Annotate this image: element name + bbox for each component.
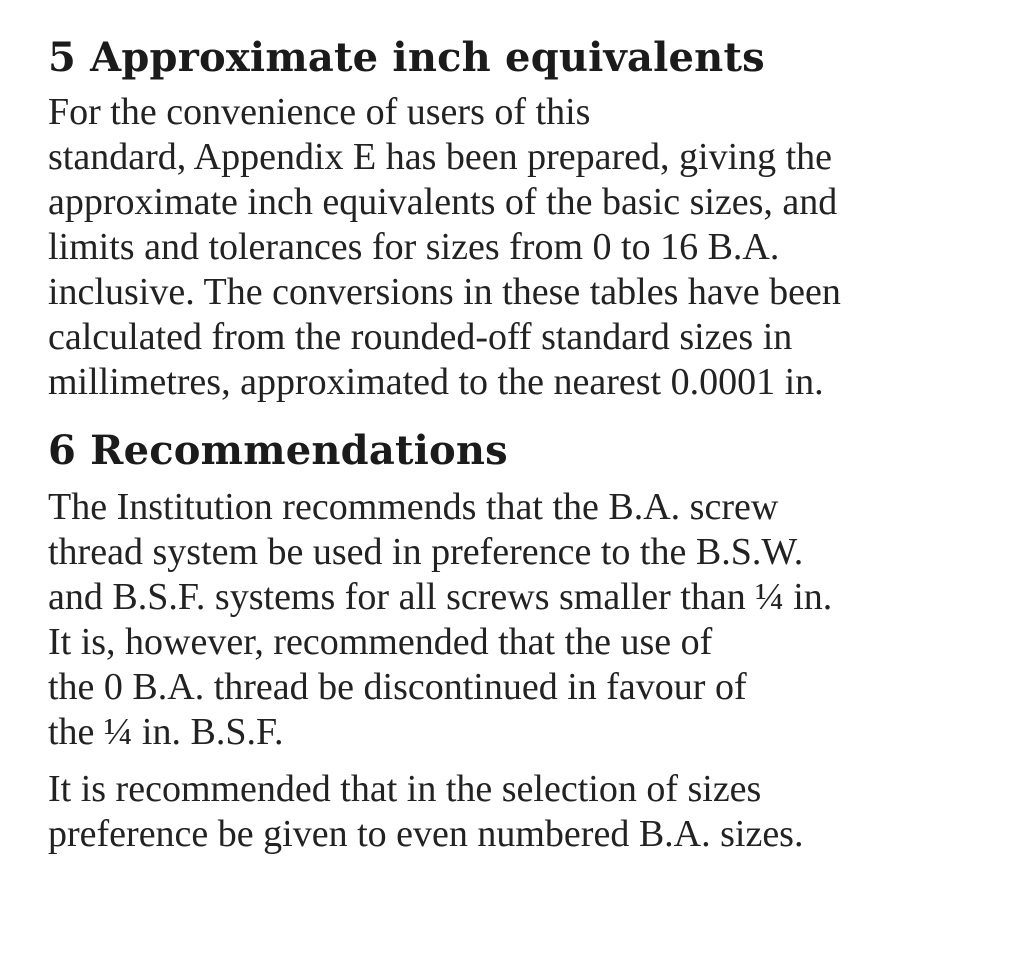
- text-line: calculated from the rounded-off standard sizes in: [48, 316, 793, 358]
- text-line: approximate inch equivalents of the basic sizes, and: [48, 181, 838, 223]
- text-line: preference be given to even numbered B.A. sizes.: [48, 813, 804, 855]
- section-5-heading: 5 Approximate inch equivalents: [48, 34, 765, 81]
- text-line: It is recommended that in the selection of sizes: [48, 768, 762, 810]
- text-line: It is, however, recommended that the use of: [48, 621, 713, 663]
- section-6-paragraph-1: [48, 485, 988, 755]
- text-line: and B.S.F. systems for all screws smaller than ¼ in.: [48, 576, 833, 618]
- text-line: millimetres, approximated to the nearest 0.0001 in.: [48, 361, 824, 403]
- text-line: For the convenience of users of this: [48, 91, 591, 133]
- text-line: inclusive. The conversions in these tables have been: [48, 271, 841, 313]
- text-line: the ¼ in. B.S.F.: [48, 711, 284, 753]
- text-line: The Institution recommends that the B.A. screw: [48, 486, 779, 528]
- section-6-body: [48, 485, 988, 857]
- section-5-paragraph: [48, 90, 988, 405]
- section-6-heading: 6 Recommendations: [48, 427, 508, 474]
- section-5-body: [48, 90, 988, 405]
- text-line: thread system be used in preference to the B.S.W.: [48, 531, 804, 573]
- section-6-paragraph-2: [48, 767, 988, 857]
- text-line: standard, Appendix E has been prepared, giving the: [48, 136, 833, 178]
- text-line: the 0 B.A. thread be discontinued in favour of: [48, 666, 747, 708]
- text-line: limits and tolerances for sizes from 0 to 16 B.A.: [48, 226, 780, 268]
- document-page: [48, 34, 988, 857]
